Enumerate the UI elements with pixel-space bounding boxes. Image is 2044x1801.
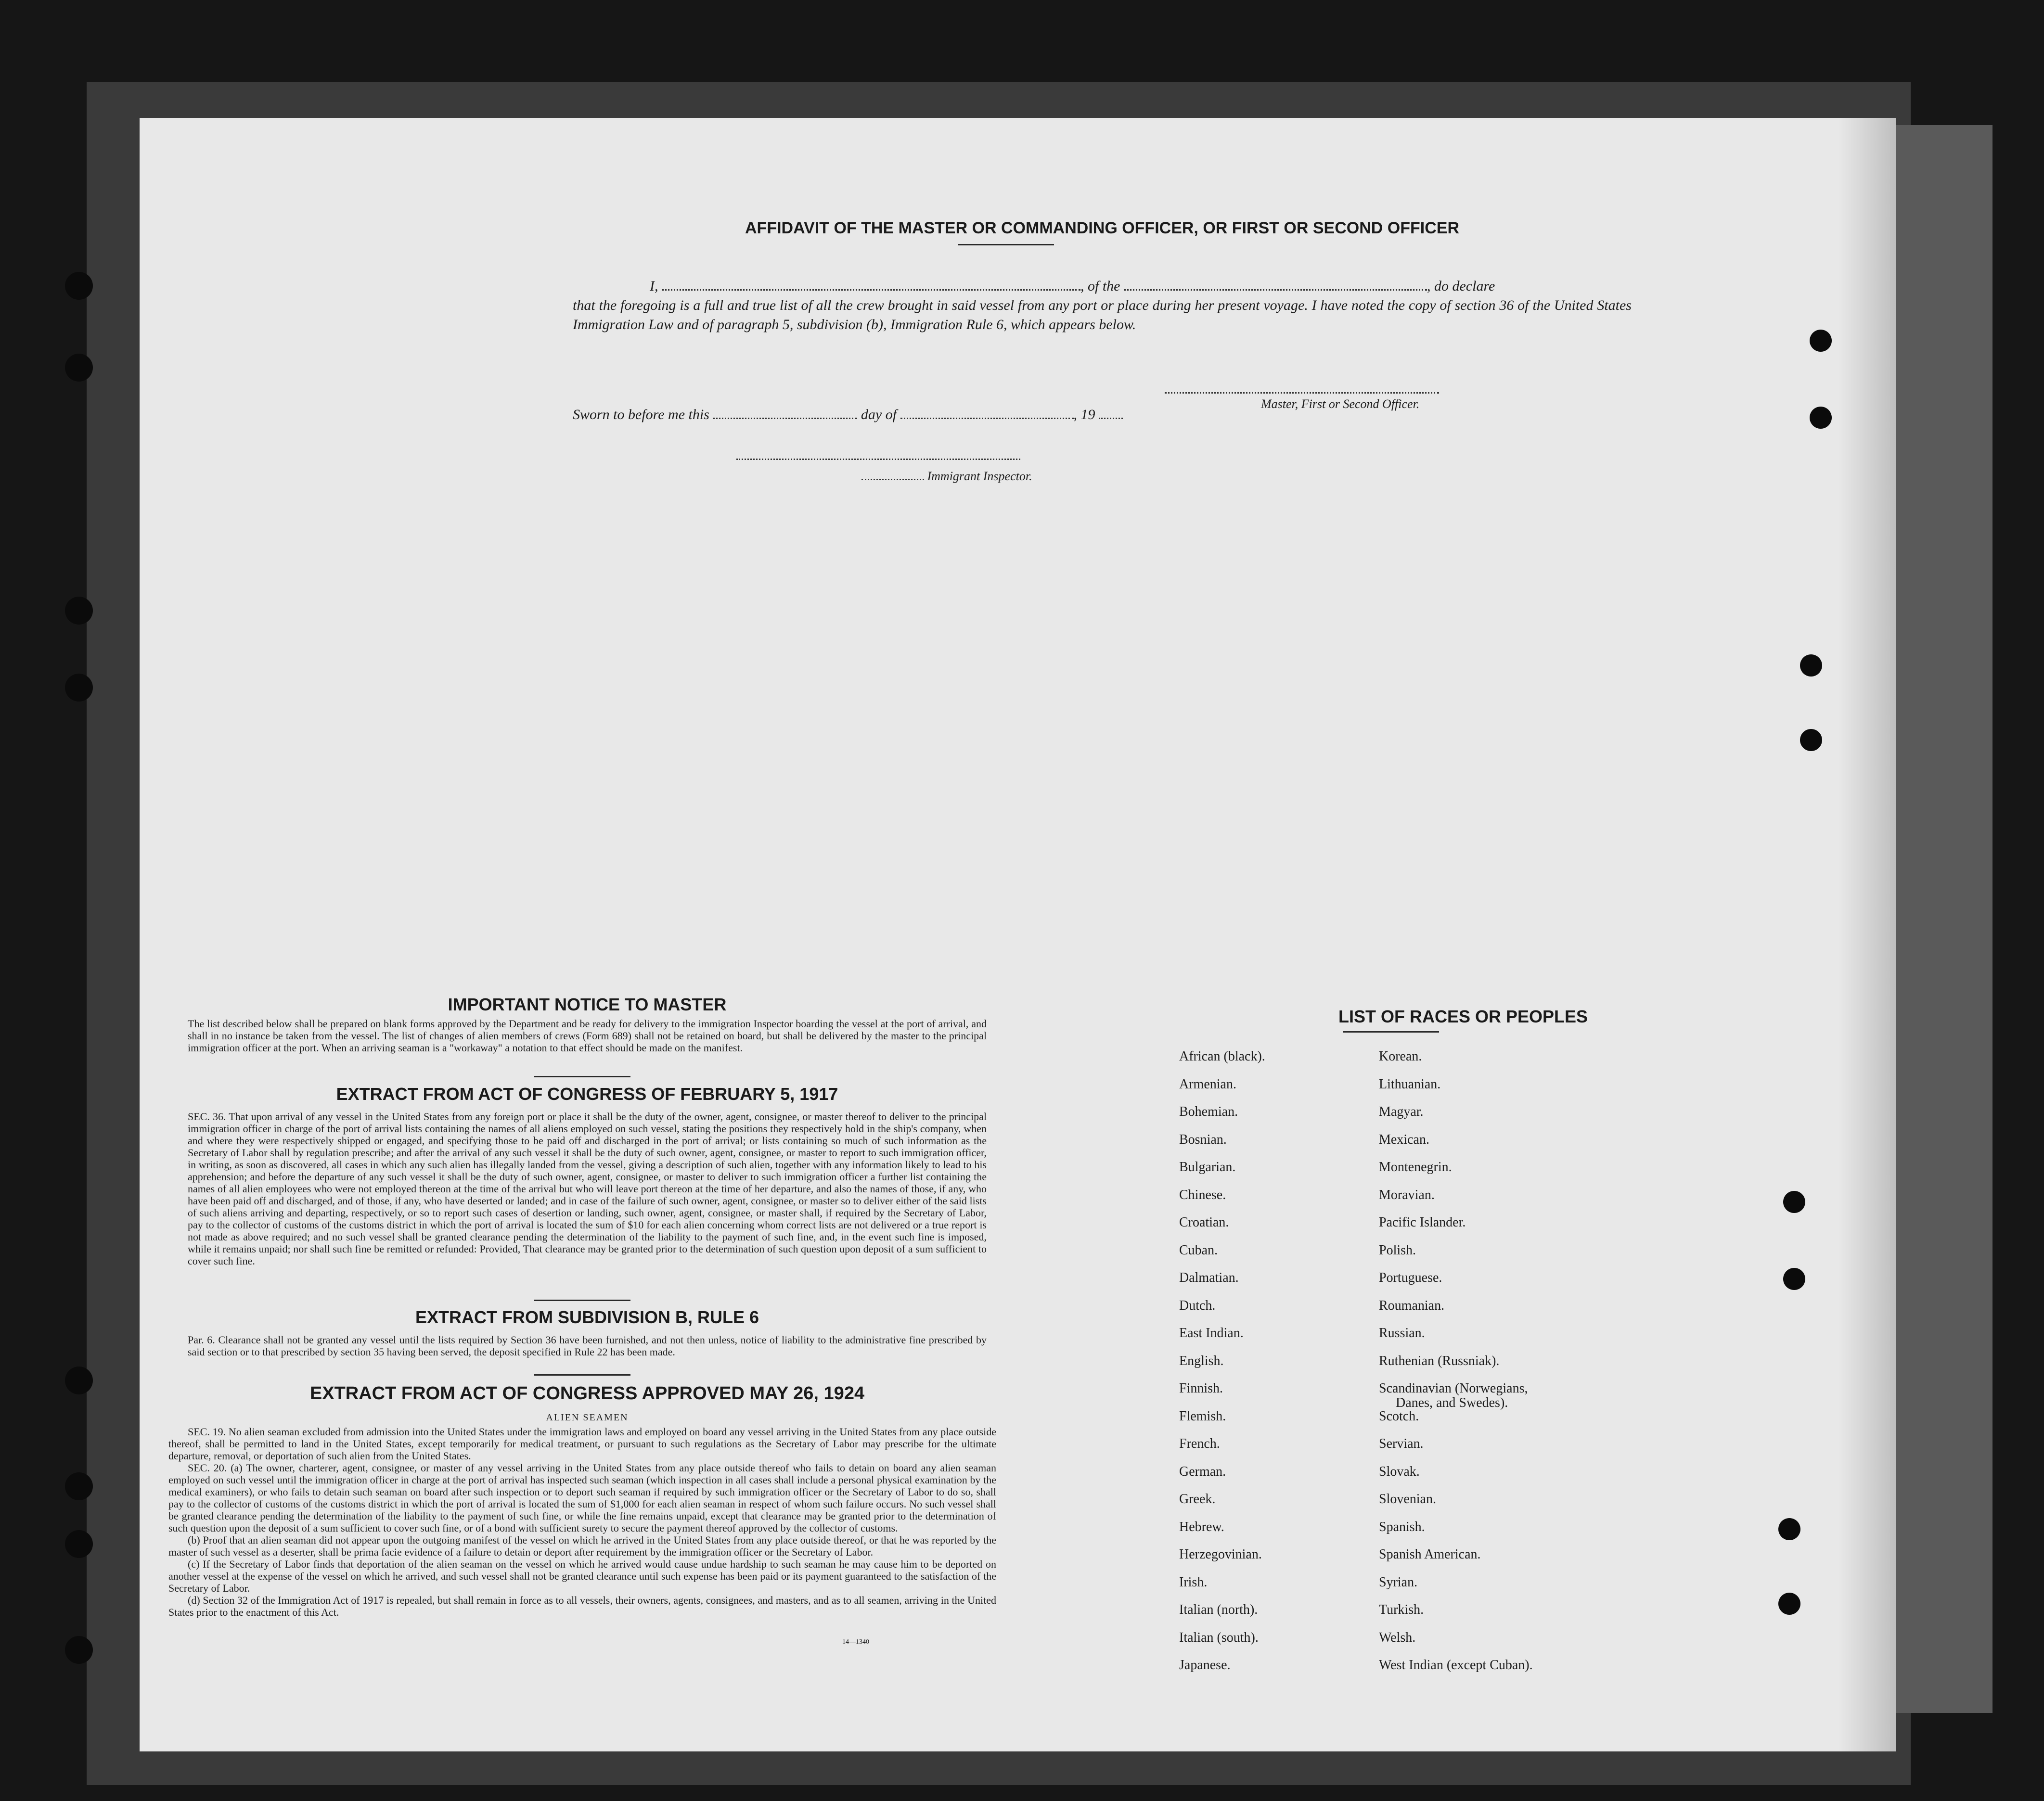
races-title: LIST OF RACES OR PEOPLES [1338,1007,1588,1026]
notice-body: The list described below shall be prepared on blank forms approved by the Department and be ready for delivery to the immigration Inspector boarding the vessel at the port of arrival, and shall in no instance be taken from the vessel. The list of changes of alien members of crews (Form 689) shall not be retained on board, but shall be delivered by the master to the principal immigration officer at the port. When an arriving seaman is a "workaway" a notation to that effect should be made on the manifest. [188,1018,987,1054]
race-item: Hebrew. [1179,1519,1224,1534]
race-item: Scotch. [1379,1408,1419,1424]
race-item: African (black). [1179,1049,1265,1064]
sworn-year-blank[interactable] [1099,418,1123,419]
sec-20d: (d) Section 32 of the Immigration Act of 1917 is repealed, but shall remain in force as to all vessels, their owners, agents, consignees, and masters, and as to all seamen, arriving in the United States prior to the enactment of this Act. [168,1594,996,1618]
race-item: Greek. [1179,1492,1216,1507]
extract-1924-sections [168,1426,996,1618]
master-signature-line[interactable] [1165,392,1439,394]
race-item: Korean. [1379,1049,1422,1064]
inspector-line [861,469,1032,484]
extract-rule6-title: EXTRACT FROM SUBDIVISION B, RULE 6 [415,1307,759,1327]
affidavit-title: AFFIDAVIT OF THE MASTER OR COMMANDING OFFICER, OR FIRST OR SECOND OFFICER [745,219,1459,237]
race-item: Spanish American. [1379,1547,1481,1562]
binder-hole [1783,1268,1805,1290]
race-item: Syrian. [1379,1574,1418,1590]
declare-prefix: I, [650,278,658,294]
extract-1917-body: SEC. 36. That upon arrival of any vessel in the United States from any foreign port or place it shall be the duty of the owner, agent, consignee, or master thereof to deliver to the principal immigration officer in charge of the port of arrival lists containing the names of all aliens employed on such vessel, stating the positions they respectively hold in the ship's company, when and where they were respectively shipped or engaged, and specifying those to be paid off and discharged in the port of arrival; or lists containing so much of such information as the Secretary of Labor shall by regulation prescribe; and after the arrival of any such vessel it shall be the duty of such owner, agent, consignee, or master to report to such immigration officer, in writing, as soon as discovered, all cases in which any such alien has illegally landed from the vessel, giving a description of such alien, together with any information likely to lead to his apprehension; and before the departure of any such vessel it shall be the duty of such owner, agent, consignee, or master to deliver to such immigration officer a further list containing the names of all alien employees who were not employed thereon at the time of the arrival but who will leave port thereon at the time of her departure, and also the names of those, if any, who have been paid off and discharged, and of those, if any, who have deserted or landed; and in case of the failure of such owner, agent, consignee, or master so to deliver either of the said lists of such aliens arriving and departing, respectively, or so to report such cases of desertion or landing, such owner, agent, consignee, or master shall, if required by the Secretary of Labor, pay to the collector of customs of the customs district in which the port of arrival is located the sum of $10 for each alien concerning whom correct lists are not delivered or a true report is not made as above required; and no such vessel shall be granted clearance pending the determination of the liability to the payment of such fine, and, in the event such fine is imposed, while it remains unpaid; nor shall such fine be remitted or refunded: Provided, That clearance may be granted prior to the determination of such question upon deposit of a sum sufficient to cover such fine. [188,1111,987,1267]
binder-hole [65,1636,93,1664]
extract-1924-subtitle: ALIEN SEAMEN [546,1412,629,1423]
race-item: Russian. [1379,1326,1425,1341]
race-item: Herzegovinian. [1179,1547,1262,1562]
race-item: Japanese. [1179,1658,1231,1673]
race-item: Portuguese. [1379,1270,1442,1285]
race-item: Flemish. [1179,1408,1226,1424]
sworn-line [573,407,1123,423]
binder-hole [65,1472,93,1500]
race-item: Polish. [1379,1242,1416,1258]
race-item: Scandinavian (Norwegians, [1379,1381,1528,1396]
race-item: French. [1179,1436,1220,1451]
race-item: Turkish. [1379,1602,1424,1617]
race-item: Italian (south). [1179,1630,1259,1645]
binder-hole [1810,330,1832,352]
race-item: Danes, and Swedes). [1396,1395,1508,1410]
race-item: Italian (north). [1179,1602,1258,1617]
affidavit-declaration [573,277,1632,334]
sec-19: SEC. 19. No alien seaman excluded from admission into the United States under the immigration laws and employed on board any vessel arriving in the United States from any place outside thereof, shall be permitted to land in the United States, except temporarily for medical treatment, or pursuant to such regulations as the Secretary of Labor may prescribe for the ultimate departure, removal, or deportation of such alien from the United States. [168,1426,996,1462]
binder-hole [1810,407,1832,429]
binder-hole [1800,729,1822,751]
sec-20c: (c) If the Secretary of Labor finds that deportation of the alien seaman on the vessel on which he arrived would cause undue hardship to such seaman he may cause him to be deported on another vessel at the expense of the vessel on which he arrived, and such vessel shall not be granted clearance until such expense has been paid or its payment guaranteed to the satisfaction of the Secretary of Labor. [168,1558,996,1594]
declare-mid: , of the [1080,278,1120,294]
race-item: Cuban. [1179,1242,1218,1258]
race-item: Finnish. [1179,1381,1223,1396]
master-caption: Master, First or Second Officer. [1261,397,1420,411]
race-item: Roumanian. [1379,1298,1445,1313]
binder-hole [65,1367,93,1394]
race-item: Croatian. [1179,1215,1229,1230]
extract-rule6-body: Par. 6. Clearance shall not be granted any vessel until the lists required by Section 36 have been furnished, and not then unless, notice of liability to the administrative fine prescribed by said section or to that prescribed by section 35 having been served, the deposit specified in Rule 22 has been made. [188,1334,987,1358]
inspector-caption: Immigrant Inspector. [927,469,1032,483]
race-item: Irish. [1179,1574,1208,1590]
race-item: German. [1179,1464,1226,1479]
race-item: Slovenian. [1379,1492,1436,1507]
race-item: Moravian. [1379,1187,1435,1202]
race-item: East Indian. [1179,1326,1244,1341]
sworn-prefix: Sworn to before me this [573,407,709,422]
sworn-day-blank[interactable] [713,418,857,419]
extract-1917-title: EXTRACT FROM ACT OF CONGRESS OF FEBRUARY 5, 1917 [336,1084,838,1104]
race-item: Mexican. [1379,1132,1429,1147]
binder-hole [1778,1518,1800,1540]
sworn-month-blank[interactable] [900,418,1074,419]
binder-hole [65,1530,93,1558]
race-item: Chinese. [1179,1187,1226,1202]
extract-1924-title: EXTRACT FROM ACT OF CONGRESS APPROVED MAY 26, 1924 [309,1383,865,1404]
binder-hole [65,674,93,702]
race-item: Bulgarian. [1179,1160,1236,1175]
race-item: Montenegrin. [1379,1160,1452,1175]
sec-20a: SEC. 20. (a) The owner, charterer, agent, consignee, or master of any vessel arriving in the United States from any place outside thereof who fails to detain on board any alien seaman employed on such vessel until the immigration officer in charge at the port of arrival has inspected such seaman (which inspection in all cases shall include a personal physical examination by the medical examiners), or who fails to detain such seaman on board after such inspection or to deport such seaman if required by such immigration officer or the Secretary of Labor to do so, shall pay to the collector of customs of the customs district in which the port of arrival is located the sum of $1,000 for each alien seaman in respect of whom such failure occurs. No such vessel shall be granted clearance pending the determination of the liability to the payment of such fine, or while the fine remains unpaid, except that clearance may be granted prior to the determination of such question upon the deposit of a sum sufficient to cover such fine, or of a bond with sufficient surety to secure the payment thereof approved by the collector of customs. [168,1462,996,1534]
race-item: Slovak. [1379,1464,1420,1479]
sec-20b: (b) Proof that an alien seaman did not appear upon the outgoing manifest of the vessel on which he arrived in the United States from any place outside thereof, or that he was reported by the master of such vessel as a deserter, shall be prima facie evidence of a failure to detain or deport after requirement by the immigration officer or the Secretary of Labor. [168,1534,996,1558]
inspector-signature-line[interactable] [736,459,1020,460]
binder-hole [1783,1191,1805,1213]
race-item: Dalmatian. [1179,1270,1239,1285]
race-item: Lithuanian. [1379,1076,1441,1092]
race-item: Magyar. [1379,1104,1424,1119]
binder-hole [65,597,93,625]
race-item: Armenian. [1179,1076,1236,1092]
document-page [140,118,1896,1751]
sworn-year: , 19 [1073,407,1095,422]
binder-hole [65,272,93,300]
race-item: West Indian (except Cuban). [1379,1658,1533,1673]
race-item: Pacific Islander. [1379,1215,1466,1230]
form-number: 14—1340 [842,1638,869,1646]
race-item: Bohemian. [1179,1104,1238,1119]
race-item: Bosnian. [1179,1132,1227,1147]
race-item: English. [1179,1353,1224,1368]
race-item: Servian. [1379,1436,1424,1451]
binder-hole [1778,1593,1800,1615]
affidavit-body: that the foregoing is a full and true list of all the crew brought in said vessel from any port or place during her present voyage. I have noted the copy of section 36 of the United States Immigration Law and of paragraph 5, subdivision (b), Immigration Rule 6, which appears below. [573,297,1632,332]
declare-end: , do declare [1427,278,1495,294]
race-item: Spanish. [1379,1519,1425,1534]
binder-hole [65,354,93,382]
name-blank[interactable] [662,289,1080,291]
race-item: Dutch. [1179,1298,1216,1313]
title-rule [958,244,1054,245]
race-item: Ruthenian (Russniak). [1379,1353,1500,1368]
vessel-blank[interactable] [1124,289,1427,291]
binder-hole [1800,654,1822,677]
race-item: Welsh. [1379,1630,1416,1645]
sworn-day-label: day of [861,407,897,422]
notice-title: IMPORTANT NOTICE TO MASTER [448,995,727,1014]
